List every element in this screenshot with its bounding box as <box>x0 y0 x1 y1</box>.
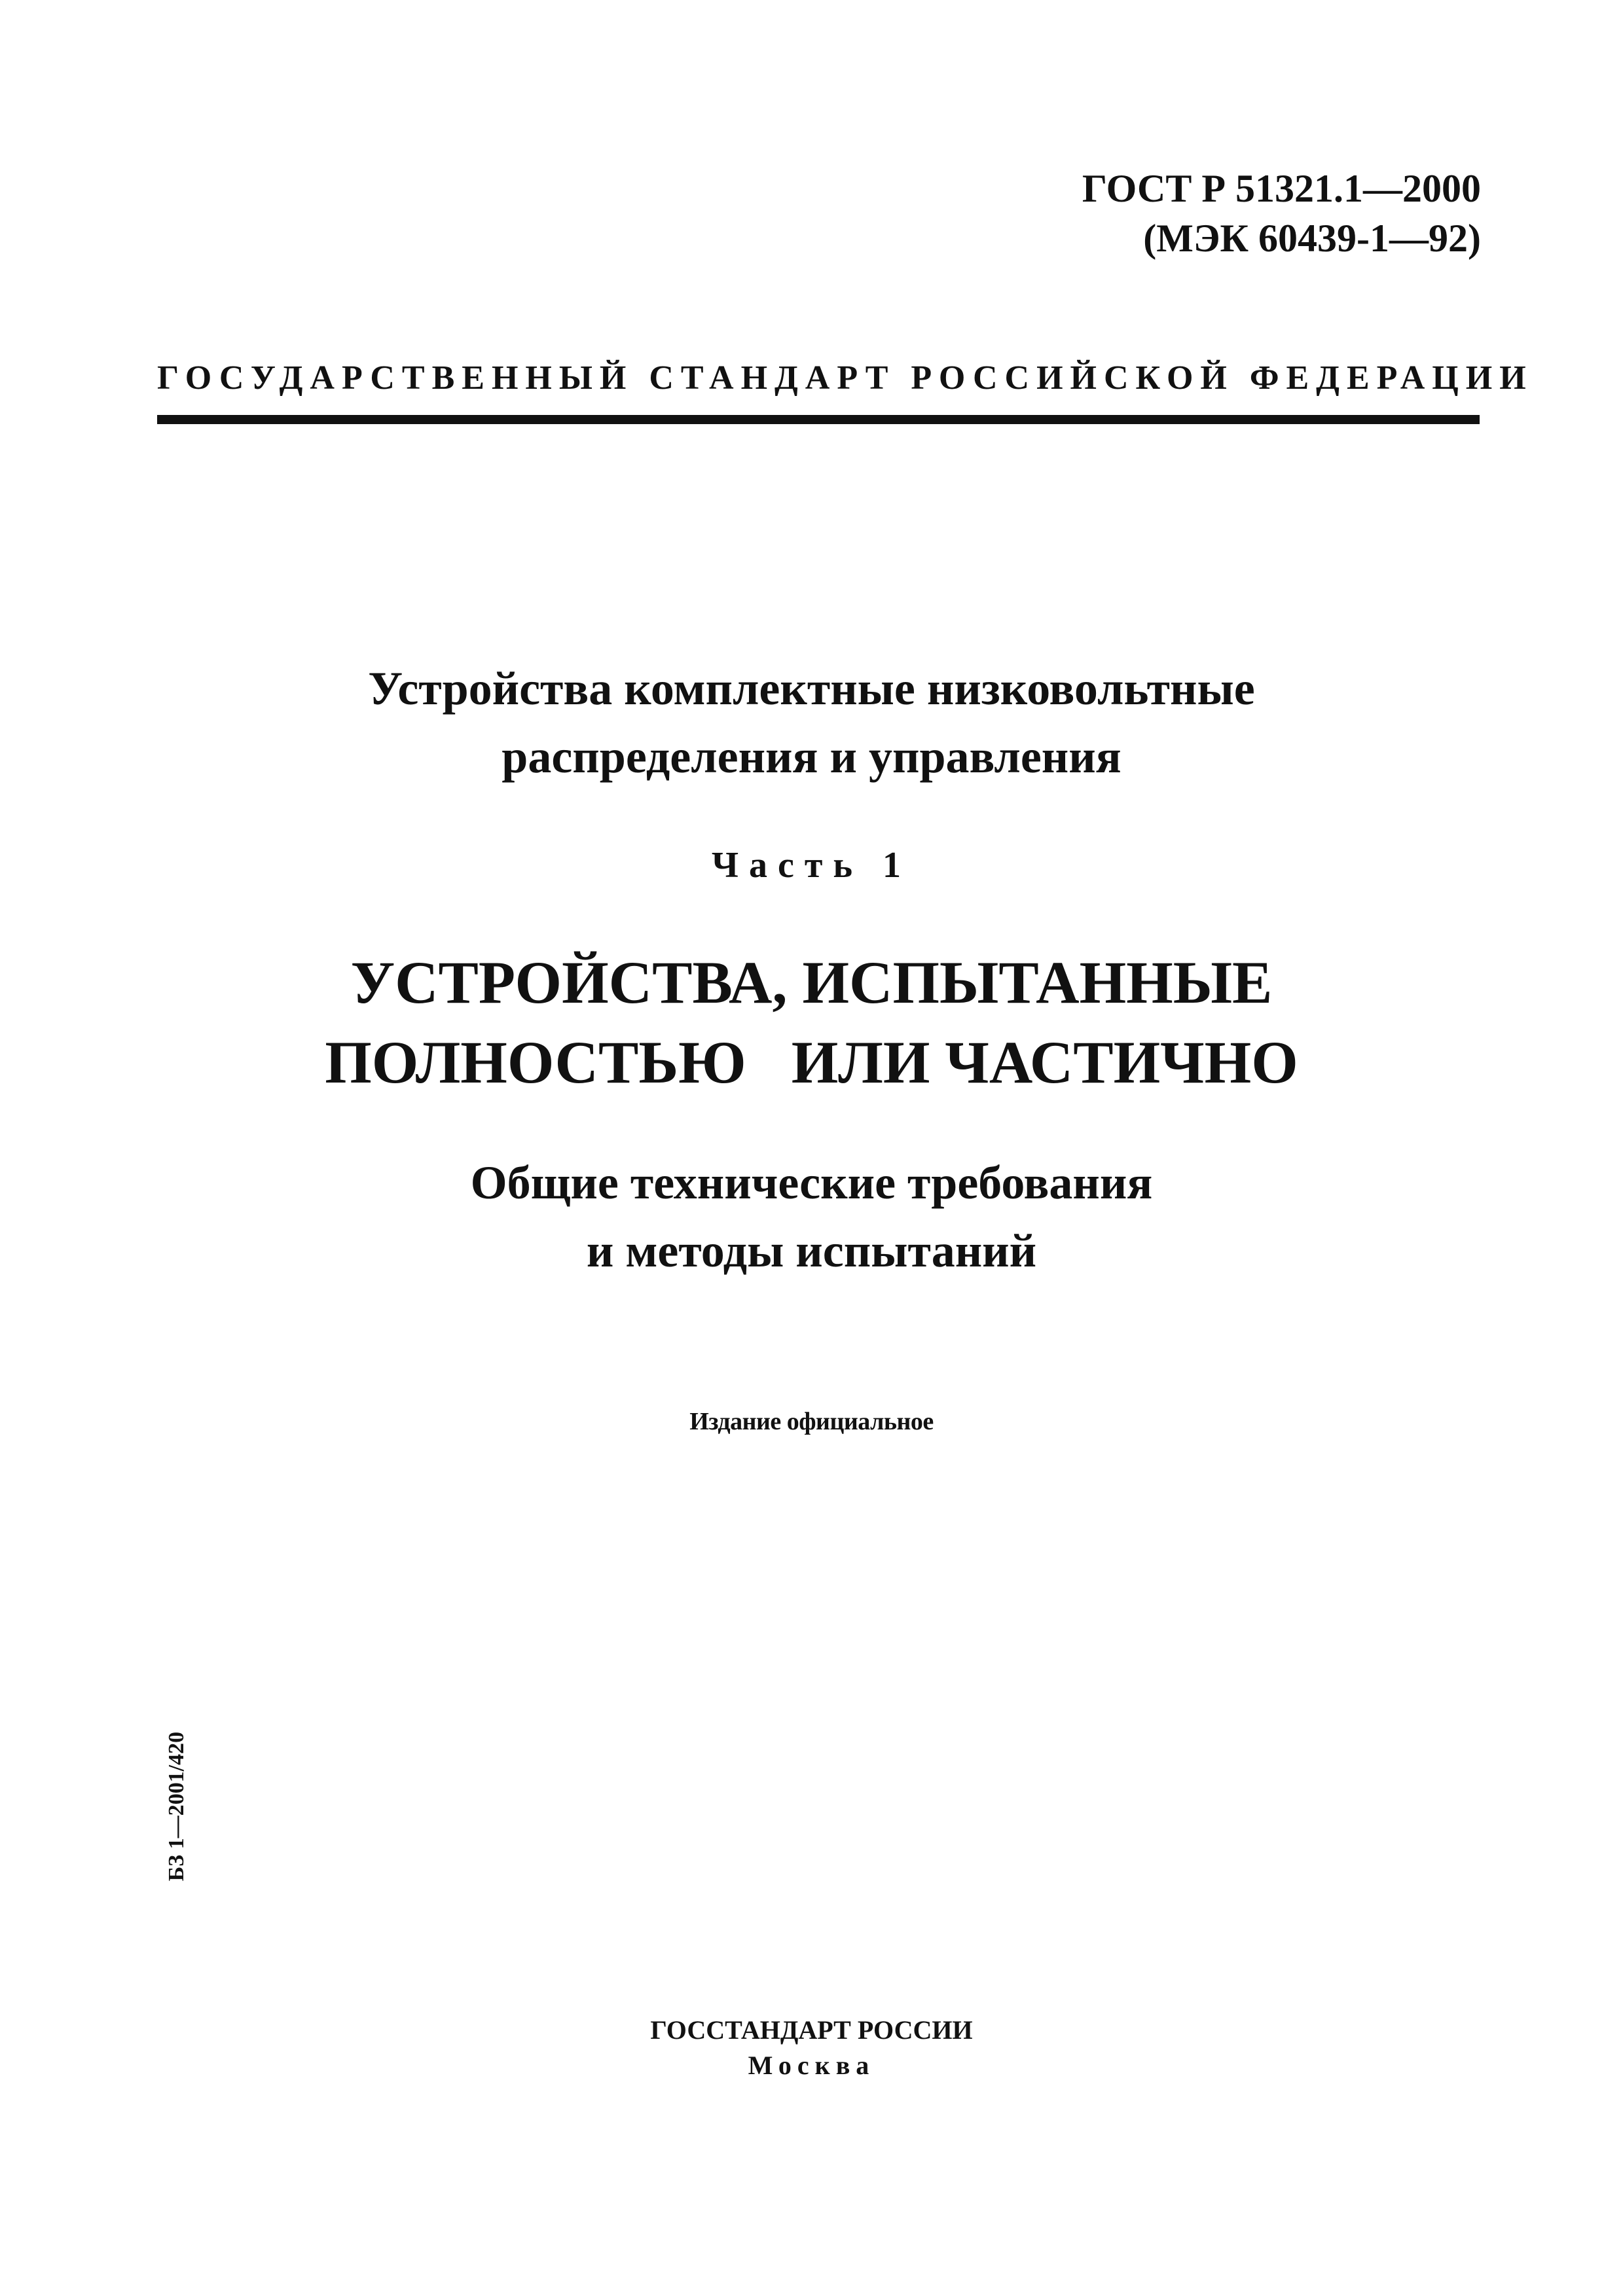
document-subtitle <box>0 942 1623 1102</box>
subtitle-line-1: УСТРОЙСТВА, ИСПЫТАННЫЕ <box>350 949 1273 1016</box>
document-description <box>0 1149 1623 1285</box>
subtitle-line-2: ПОЛНОСТЬЮ ИЛИ ЧАСТИЧНО <box>325 1029 1298 1096</box>
state-standard-heading: ГОСУДАРСТВЕННЫЙ СТАНДАРТ РОССИЙСКОЙ ФЕДЕРАЦИИ <box>157 359 1533 397</box>
document-number-block <box>1082 164 1481 263</box>
title-line-2: распределения и управления <box>501 730 1122 783</box>
edition-label: Издание официальное <box>689 1408 934 1435</box>
publisher-block <box>0 2013 1623 2083</box>
description-line-2: и методы испытаний <box>586 1225 1037 1277</box>
title-line-1: Устройства комплектные низковольтные <box>368 662 1255 715</box>
description-line-1: Общие технические требования <box>470 1157 1153 1209</box>
part-label: Часть 1 <box>711 845 912 886</box>
side-registration-code: БЗ 1—2001/420 <box>164 1731 189 1882</box>
publisher-name: ГОССТАНДАРТ РОССИИ <box>650 2015 973 2045</box>
heading-divider <box>157 415 1480 424</box>
gost-number: ГОСТ Р 51321.1—2000 <box>1082 167 1481 210</box>
iec-number: (МЭК 60439-1—92) <box>1143 217 1481 260</box>
document-title <box>0 655 1623 791</box>
publisher-city: Москва <box>748 2051 875 2080</box>
